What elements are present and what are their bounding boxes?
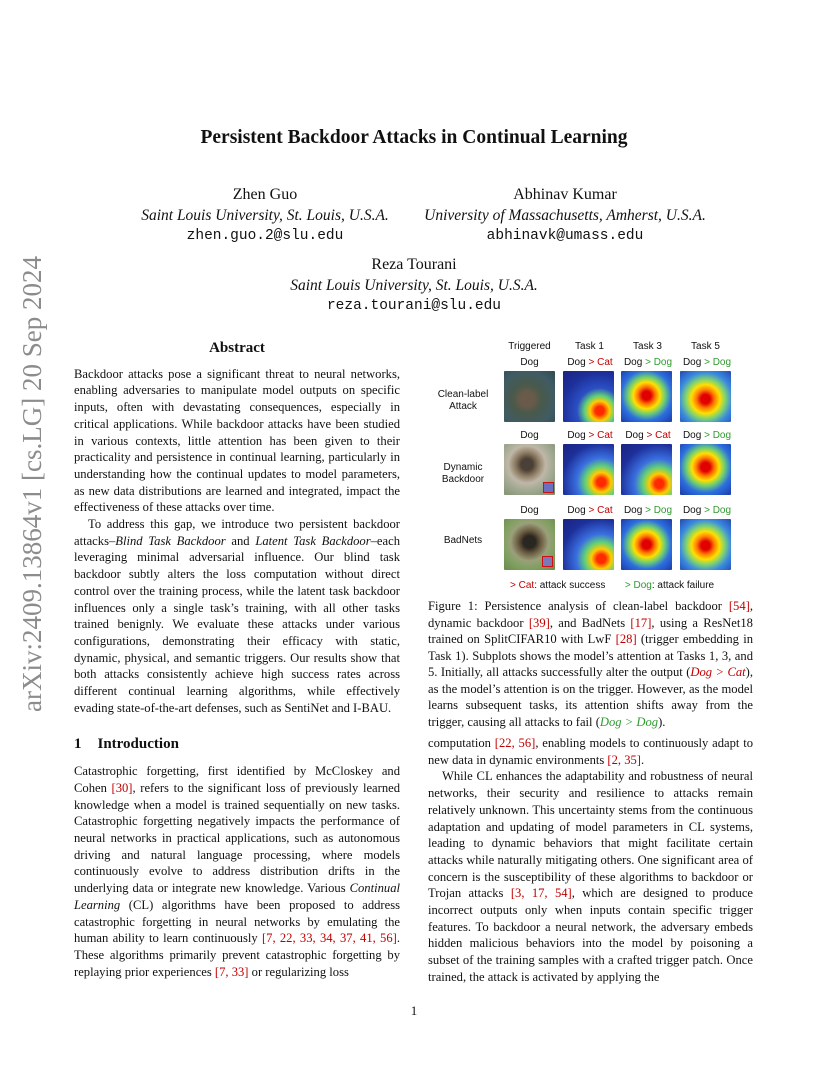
author-email: reza.tourani@slu.edu — [326, 298, 502, 314]
cell-label: Dog > Cat — [625, 430, 671, 441]
figure-col-header: Task 5 — [691, 341, 720, 352]
figure-col-header: Task 3 — [633, 341, 662, 352]
abstract-heading: Abstract — [209, 340, 265, 356]
clean-label-dog-image — [504, 371, 555, 422]
right-paragraph-1: computation [22, 56], enabling models to continuously adapt to new data in dynamic environments [2, 35]. — [428, 736, 754, 767]
author-block-1 — [90, 186, 440, 244]
trigger-patch — [542, 556, 553, 567]
cell-label: Dog > Cat — [567, 430, 613, 441]
citation-link[interactable]: [30] — [111, 780, 133, 795]
author-affiliation: Saint Louis University, St. Louis, U.S.A. — [141, 207, 389, 224]
left-column — [74, 340, 400, 980]
legend-success-mark: > Cat — [510, 580, 535, 591]
attention-heatmap — [621, 371, 672, 422]
intro-paragraph-1: Catastrophic forgetting, first identified by McCloskey and Cohen [30], refers to the significant loss of previously learned knowledge when a model is trained sequentially on new tasks. Catastrophic forgetting negatively impacts the performance of neural networks in practical applications, such as autonomous driving and natural language processing, where models continuously evolve to address distribution drifts in the underlying data or integrate new knowledge. Various Continual Learning (CL) algorithms have been proposed to address catastrophic forgetting in neural networks by emulating the human ability to learn continuously [7, 22, 33, 34, 37, 41, 56]. These algorithms primarily prevent catastrophic forgetting by replaying prior experiences [7, 33] or regularizing loss — [74, 764, 400, 979]
intro-heading: 1 Introduction — [74, 736, 179, 753]
attention-heatmap — [621, 519, 672, 570]
cell-label: Dog > Dog — [623, 505, 673, 516]
right-paragraph-2: While CL enhances the adaptability and robustness of neural networks, their security and resilience to attacks remain relatively unknown. This uncertainty stems from the continuous adaptation and updating of model parameters in CL systems, leading to dynamic behaviors that might facilitate certain attacks while naturally mitigating others. One significant area of concern is the susceptibility of these algorithms to backdoor or Trojan attacks [3, 17, 54], which are designed to produce incorrect outputs only when inputs contain specific trigger features. To backdoor a neural network, the adversary embeds hidden malicious behaviors into the model by poisoning a subset of the training samples with a crafted trigger patch. Once trained, the attack is activated by applying the — [428, 769, 753, 984]
attention-heatmap — [680, 444, 731, 495]
legend-success-text: : attack success — [534, 580, 606, 591]
figure-legend — [510, 580, 750, 591]
page-number: 1 — [410, 1003, 418, 1018]
cell-label: Dog > Dog — [682, 505, 732, 516]
figure-row-label: Dynamic Backdoor — [441, 462, 485, 485]
figure-1 — [428, 338, 758, 598]
figure-row-label: Clean-label Attack — [437, 389, 489, 412]
attention-heatmap — [680, 519, 731, 570]
author-email: abhinavk@umass.edu — [486, 228, 644, 244]
figure-col-header: Triggered — [508, 341, 551, 352]
figure-col-header: Task 1 — [575, 341, 604, 352]
trigger-patch — [543, 482, 554, 493]
author-name: Abhinav Kumar — [513, 186, 617, 203]
citation-link[interactable]: [54] — [728, 599, 750, 613]
legend-failure-mark: > Dog — [624, 580, 652, 591]
citation-link[interactable]: [7, 22, 33, 34, 37, 41, 56] — [261, 931, 397, 946]
abstract-paragraph-2: To address this gap, we introduce two persistent backdoor attacks–Blind Task Backdoor and Latent Task Backdoor–each leveraging minimal adversarial influence. Our blind task backdoor subtly alters the loss computation without direct control over the training process, while the latent task backdoor influences only a single task’s training, with all other tasks trained benignly. We evaluate these attacks under various configurations, demonstrating their efficacy with static, dynamic, physical, and semantic triggers. Our results show that both attacks consistently achieve high success rates across different continual learning algorithms, while effectively evading state-of-the-art defenses, such as SentiNet and I-BAU. — [74, 517, 400, 715]
cell-label: Dog — [520, 357, 539, 368]
attention-heatmap — [563, 519, 614, 570]
cell-label: Dog > Cat — [567, 357, 613, 368]
badnets-dog-image — [504, 519, 555, 570]
citation-link[interactable]: [22, 56] — [494, 736, 536, 750]
dynamic-backdoor-dog-image — [504, 444, 555, 495]
cell-label: Dog — [520, 505, 539, 516]
citation-link[interactable]: [17] — [630, 615, 652, 630]
figure-caption: Figure 1: Persistence analysis of clean-label backdoor [54], dynamic backdoor [39], and BadNets [17], using a ResNet18 trained on SplitCIFAR10 with LwF [28] (trigger embedding in Task 1). Subplots shows the model’s attention at Tasks 1, 3, and 5. Initially, all attacks successfully alter the output (Dog > Cat), as the model’s attention is on the trigger. However, as the model learns subsequent tasks, its attention shifts away from the trigger, causing all attacks to fail (Dog > Dog). — [428, 599, 753, 729]
author-email: zhen.guo.2@slu.edu — [186, 228, 344, 244]
author-name: Reza Tourani — [371, 256, 457, 273]
cell-label: Dog > Cat — [567, 505, 613, 516]
paper-title: Persistent Backdoor Attacks in Continual Learning — [200, 127, 628, 148]
citation-link[interactable]: [7, 33] — [214, 964, 249, 979]
author-block-3 — [214, 256, 614, 314]
legend-failure-text: : attack failure — [651, 580, 715, 591]
attention-heatmap — [563, 371, 614, 422]
arxiv-stamp: arXiv:2409.13864v1 [cs.LG] 20 Sep 2024 — [17, 256, 47, 712]
cell-label: Dog > Dog — [623, 357, 673, 368]
figure-row-label: BadNets — [443, 535, 483, 546]
author-name: Zhen Guo — [232, 186, 298, 203]
citation-link[interactable]: [39] — [528, 615, 550, 630]
attention-heatmap — [563, 444, 614, 495]
abstract-paragraph-1: Backdoor attacks pose a significant threat to neural networks, enabling adversaries to manipulate model outputs on specific inputs, often with devastating consequences, especially in critical applications. While backdoor attacks have been studied in various contexts, little attention has been given to their practicality and persistence in continual learning, particularly in understanding how the continual updates to model parameters, as new data distributions are learned and integrated, impact the effectiveness of these attacks over time. — [74, 366, 400, 515]
author-affiliation: University of Massachusetts, Amherst, U.S.A. — [424, 207, 706, 224]
citation-link[interactable]: [3, 17, 54] — [510, 886, 572, 901]
attention-heatmap — [680, 371, 731, 422]
citation-link[interactable]: [28] — [615, 632, 637, 646]
right-column — [428, 735, 753, 986]
cell-label: Dog — [520, 430, 539, 441]
cell-label: Dog > Dog — [682, 357, 732, 368]
author-block-2 — [400, 186, 730, 244]
author-affiliation: Saint Louis University, St. Louis, U.S.A. — [290, 277, 538, 294]
attention-heatmap — [621, 444, 672, 495]
citation-link[interactable]: [2, 35] — [607, 752, 641, 767]
cell-label: Dog > Dog — [682, 430, 732, 441]
